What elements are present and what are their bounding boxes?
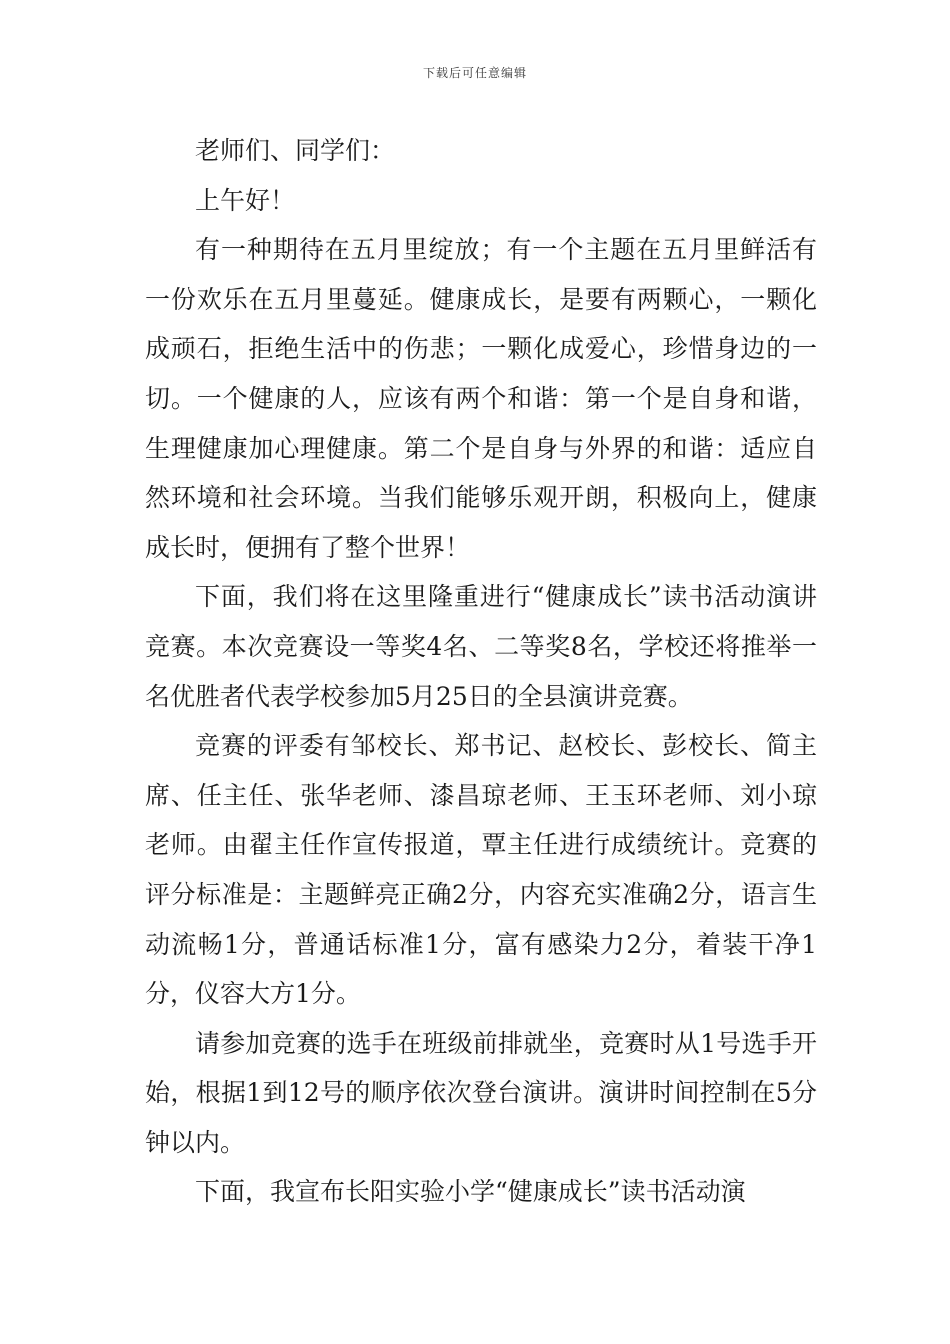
- judges-paragraph: 竞赛的评委有邹校长、郑书记、赵校长、彭校长、简主席、任主任、张华老师、漆昌琼老师、王玉环老师、刘小琼老师。由翟主任作宣传报道，覃主任进行成绩统计。竞赛的评分标准是：主题鲜亮正确2分，内容充实准确2分，语言生动流畅1分，普通话标准1分，富有感染力2分，着装干净1分，仪容大方1分。: [145, 731, 817, 1009]
- page-header: 下载后可任意编辑: [422, 66, 527, 80]
- document-body: [145, 126, 817, 1217]
- announcement-paragraph: 下面，我宣布长阳实验小学“健康成长”读书活动演: [195, 1177, 746, 1207]
- intro-paragraph: 有一种期待在五月里绽放；有一个主题在五月里鲜活有一份欢乐在五月里蔓延。健康成长，是要有两颗心，一颗化成顽石，拒绝生活中的伤悲；一颗化成爱心，珍惜身边的一切。一个健康的人，应该有两个和谐：第一个是自身和谐，生理健康加心理健康。第二个是自身与外界的和谐：适应自然环境和社会环境。当我们能够乐观开朗，积极向上，健康成长时，便拥有了整个世界！: [145, 235, 817, 562]
- rules-paragraph: 请参加竞赛的选手在班级前排就坐，竞赛时从1号选手开始，根据1到12号的顺序依次登台演讲。演讲时间控制在5分钟以内。: [145, 1028, 817, 1157]
- greeting-paragraph: 老师们、同学们：: [195, 136, 396, 165]
- competition-paragraph: 下面，我们将在这里隆重进行“健康成长”读书活动演讲竞赛。本次竞赛设一等奖4名、二等奖8名，学校还将推举一名优胜者代表学校参加5月25日的全县演讲竞赛。: [145, 582, 817, 711]
- salutation-paragraph: 上午好！: [195, 185, 296, 215]
